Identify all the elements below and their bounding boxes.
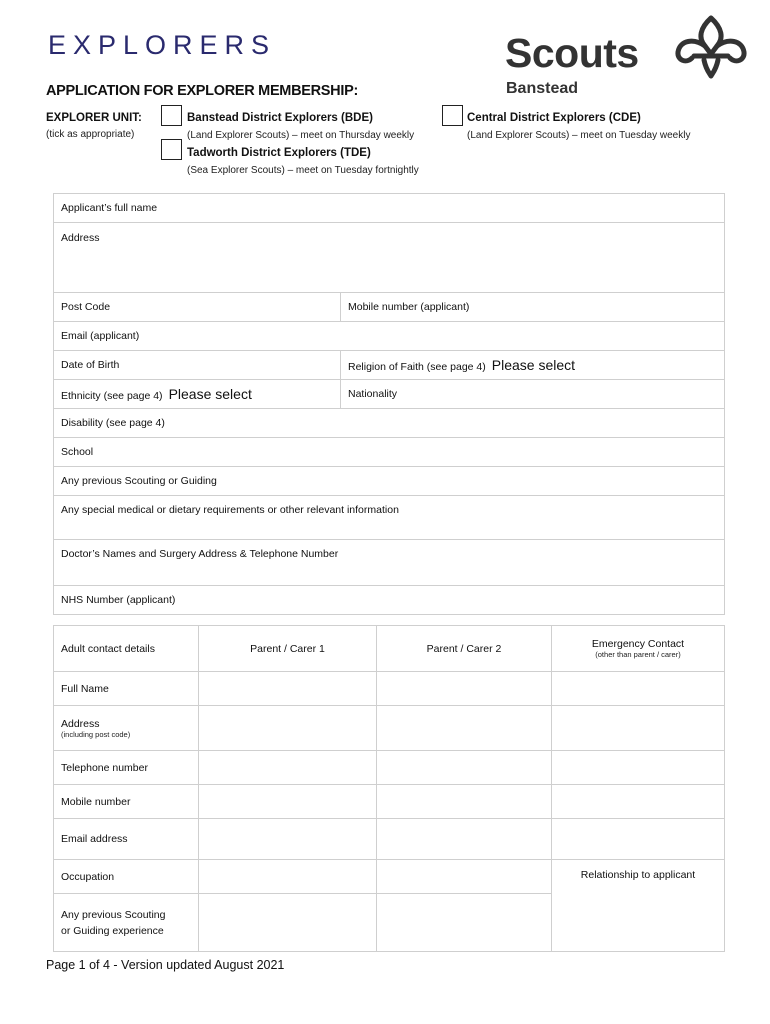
- previous-experience-row-label: [54, 894, 199, 952]
- contacts-header-label: Adult contact details: [54, 626, 199, 672]
- previous-scouting-label: Any previous Scouting or Guiding: [61, 475, 217, 487]
- tde-option-title: Tadworth District Explorers (TDE): [187, 147, 371, 159]
- emergency-mobile-cell[interactable]: [552, 785, 725, 819]
- medical-label: Any special medical or dietary requirements or other relevant information: [61, 504, 399, 516]
- telephone-row-label: Telephone number: [54, 751, 199, 785]
- carer2-address-cell[interactable]: [377, 706, 552, 751]
- tde-option-detail: (Sea Explorer Scouts) – meet on Tuesday fortnightly: [187, 165, 419, 176]
- dob-field[interactable]: [54, 351, 341, 380]
- carer1-address-cell[interactable]: [199, 706, 377, 751]
- carer2-full-name-cell[interactable]: [377, 672, 552, 706]
- previous-experience-line1: Any previous Scouting: [61, 908, 166, 921]
- medical-field[interactable]: [54, 496, 725, 540]
- nhs-field[interactable]: [54, 586, 725, 615]
- previous-scouting-field[interactable]: [54, 467, 725, 496]
- carer1-occupation-cell[interactable]: [199, 860, 377, 894]
- email-label: Email (applicant): [61, 330, 140, 342]
- full-name-field[interactable]: [54, 194, 725, 223]
- ethnicity-label: Ethnicity (see page 4): [61, 390, 163, 402]
- occupation-row-label: Occupation: [54, 860, 199, 894]
- explorers-brand: EXPLORERS: [48, 30, 277, 60]
- religion-field[interactable]: [341, 351, 725, 380]
- emergency-full-name-cell[interactable]: [552, 672, 725, 706]
- dob-label: Date of Birth: [61, 359, 120, 371]
- cde-option-detail: (Land Explorer Scouts) – meet on Tuesday weekly: [467, 130, 691, 141]
- school-label: School: [61, 446, 94, 458]
- page-title: APPLICATION FOR EXPLORER MEMBERSHIP:: [46, 83, 358, 99]
- relationship-cell[interactable]: [552, 860, 725, 952]
- carer2-previous-cell[interactable]: [377, 894, 552, 952]
- emergency-contact-note: (other than parent / carer): [595, 650, 681, 659]
- relationship-label: Relationship to applicant: [580, 869, 696, 881]
- scouts-logo-text: Scouts: [505, 30, 639, 76]
- address-label: Address: [61, 232, 100, 244]
- disability-field[interactable]: [54, 409, 725, 438]
- disability-label: Disability (see page 4): [61, 417, 165, 429]
- explorer-unit-label: EXPLORER UNIT:: [46, 112, 142, 124]
- fleur-de-lis-icon: [672, 14, 750, 82]
- bde-option-title: Banstead District Explorers (BDE): [187, 112, 373, 124]
- ethnicity-field[interactable]: [54, 380, 341, 409]
- address-row-title: Address: [61, 717, 100, 730]
- address-field[interactable]: [54, 223, 725, 293]
- carer1-telephone-cell[interactable]: [199, 751, 377, 785]
- tick-instruction: (tick as appropriate): [46, 129, 135, 140]
- emergency-email-cell[interactable]: [552, 819, 725, 860]
- religion-select[interactable]: Please select: [491, 357, 576, 373]
- religion-label: Religion of Faith (see page 4): [348, 361, 486, 373]
- page-footer: Page 1 of 4 - Version updated August 2021: [46, 958, 285, 972]
- full-name-row-label: Full Name: [54, 672, 199, 706]
- cde-option-title: Central District Explorers (CDE): [467, 112, 641, 124]
- applicant-details-table: [53, 193, 725, 615]
- carer1-full-name-cell[interactable]: [199, 672, 377, 706]
- emergency-contact-title: Emergency Contact: [591, 638, 685, 650]
- school-field[interactable]: [54, 438, 725, 467]
- nationality-field[interactable]: [341, 380, 725, 409]
- carer1-email-cell[interactable]: [199, 819, 377, 860]
- mobile-field[interactable]: [341, 293, 725, 322]
- bde-option-detail: (Land Explorer Scouts) – meet on Thursday weekly: [187, 130, 415, 141]
- mobile-label: Mobile number (applicant): [348, 301, 470, 313]
- address-row-note: (including post code): [61, 729, 131, 739]
- emergency-contact-header: [552, 626, 725, 672]
- parent-carer-2-header: Parent / Carer 2: [377, 626, 552, 672]
- carer1-mobile-cell[interactable]: [199, 785, 377, 819]
- address-row-label: [54, 706, 199, 751]
- ethnicity-select[interactable]: Please select: [168, 386, 252, 402]
- carer2-telephone-cell[interactable]: [377, 751, 552, 785]
- full-name-label: Applicant’s full name: [61, 202, 158, 214]
- email-field[interactable]: [54, 322, 725, 351]
- mobile-row-label: Mobile number: [54, 785, 199, 819]
- bde-checkbox[interactable]: [161, 105, 182, 126]
- adult-contacts-table: [53, 625, 725, 952]
- emergency-telephone-cell[interactable]: [552, 751, 725, 785]
- emergency-address-cell[interactable]: [552, 706, 725, 751]
- post-code-field[interactable]: [54, 293, 341, 322]
- scouts-logo-subtitle: Banstead: [506, 80, 579, 97]
- carer2-mobile-cell[interactable]: [377, 785, 552, 819]
- cde-checkbox[interactable]: [442, 105, 463, 126]
- carer1-previous-cell[interactable]: [199, 894, 377, 952]
- carer2-occupation-cell[interactable]: [377, 860, 552, 894]
- nhs-label: NHS Number (applicant): [61, 594, 176, 606]
- parent-carer-1-header: Parent / Carer 1: [199, 626, 377, 672]
- tde-checkbox[interactable]: [161, 139, 182, 160]
- email-row-label: Email address: [54, 819, 199, 860]
- post-code-label: Post Code: [61, 301, 111, 313]
- carer2-email-cell[interactable]: [377, 819, 552, 860]
- previous-experience-line2: or Guiding experience: [61, 924, 164, 937]
- doctor-label: Doctor’s Names and Surgery Address & Telephone Number: [61, 548, 339, 560]
- nationality-label: Nationality: [348, 388, 398, 400]
- doctor-field[interactable]: [54, 540, 725, 586]
